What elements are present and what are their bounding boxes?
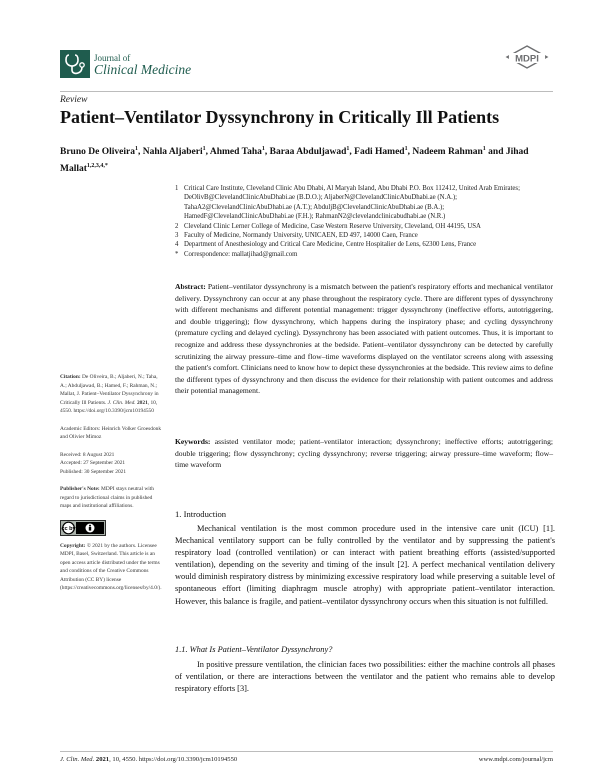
abstract <box>175 281 553 397</box>
citation-text: De Oliveira, B.; Aljaberi, N.; Taha, A.; Abduljawad, B.; Hamed, F.; Rahman, N.; Mallat, J. Patient–Ventilator Dyssynchrony in Critically Ill Patients. <box>60 374 159 406</box>
cc-by-badge[interactable] <box>60 520 106 536</box>
author-name: Baraa Abduljawad <box>269 147 347 158</box>
publisher-note-label: Publisher's Note: <box>60 486 100 492</box>
author-separator: , <box>407 147 413 158</box>
author-separator: , <box>205 147 210 158</box>
section-heading-introduction: 1. Introduction <box>175 509 227 519</box>
copyright-note <box>60 542 162 593</box>
author-name: and Jihad Mallat <box>60 147 529 175</box>
affiliation-number: 2 <box>175 222 179 230</box>
author-affiliation-marker: 1 <box>346 146 350 152</box>
side-notes <box>60 373 162 602</box>
footer-journal-url[interactable]: www.mdpi.com/journal/jcm <box>478 756 553 763</box>
article-title: Patient–Ventilator Dyssynchrony in Critically Ill Patients <box>60 107 500 127</box>
citation-journal: J. Clin. Med. <box>107 399 136 406</box>
citation-note <box>60 373 162 416</box>
mdpi-logo-text: MDPI <box>515 53 539 65</box>
article-type: Review <box>60 95 88 105</box>
editors-text: Heinrich Volker Groesdonk and Olivier Mimoz <box>60 425 162 440</box>
author-name: Fadi Hamed <box>354 147 405 158</box>
author-affiliation-marker: 1 <box>261 146 265 152</box>
affiliation-item <box>175 240 555 249</box>
affiliation-item <box>175 184 555 222</box>
copyright-text: © 2021 by the authors. Licensee MDPI, Basel, Switzerland. This article is an open access article distributed under the terms and conditions of the Creative Commons Attribution (CC BY) license (https://creativecommons.org/licenses/by/4.0/). <box>60 542 162 591</box>
publisher-note-text: MDPI stays neutral with regard to jurisdictional claims in published maps and institutional affiliations. <box>60 486 154 509</box>
subsection-heading: 1.1. What Is Patient–Ventilator Dyssynchrony? <box>175 645 333 654</box>
footer-journal: J. Clin. Med. <box>60 756 95 763</box>
author-separator: , <box>349 147 355 158</box>
affiliations <box>175 184 555 259</box>
introduction-paragraph-2: In positive pressure ventilation, the clinician faces two possibilities: either the machine controls all phases of ventilation, or there are interactions between the ventilator and the patient who remains able to develop respiratory efforts [3]. <box>175 660 555 694</box>
affiliation-text: Cleveland Clinic Lerner College of Medicine, Case Western Reserve University, Cleveland, OH 44195, USA <box>184 222 481 230</box>
abstract-label: Abstract: <box>175 282 206 291</box>
copyright-label: Copyright: <box>60 542 86 549</box>
editors-note <box>60 425 162 442</box>
introduction-paragraph-1: Mechanical ventilation is the most common procedure used in the intensive care unit (ICU) [1]. Mechanical ventilatory support can be fully controlled by the ventilator and by suppressing the patient's respiratory load (controlled ventilation) or can interact with patient breathing efforts (assisted/supported ventilation), depending on the severity and timing of the insult [2]. A perfect mechanical ventilation delivery would diminish respiratory distress by minimizing excessive respiratory load while preserving a suitable level of spontaneous effort (limiting diaphragm muscle atrophy) with appropriate patient–ventilator interaction. However, this balance is fragile, and patient–ventilator dyssynchrony occurs when this situation is not fulfilled. <box>175 524 555 606</box>
author-affiliation-marker: 1 <box>202 146 206 152</box>
author-affiliation-marker: 1 <box>134 146 138 152</box>
affiliation-item <box>175 231 555 240</box>
author-name: Nahla Aljaberi <box>142 147 203 158</box>
editors-label: Academic Editors: <box>60 425 101 432</box>
publisher-note <box>60 485 162 511</box>
affiliation-text: Department of Anesthesiology and Critical Care Medicine, Centre Hospitalier de Lens, 62300 Lens, France <box>184 241 477 249</box>
author-list <box>60 142 553 176</box>
keywords <box>175 436 553 471</box>
affiliation-item <box>175 222 555 231</box>
journal-name-line1: Journal of <box>94 53 131 63</box>
affiliation-text: Critical Care Institute, Cleveland Clinic Abu Dhabi, Al Maryah Island, Abu Dhabi P.O. Box 112412, United Arab Emirates; DeOlivB@ClevelandClinicAbuDhabi.ae (B.D.O.); AljaberN@ClevelandClinicAbuDhabi.ae (N.A.); TahaA2@ClevelandClinicAbuDhabi.ae (A.T.); AbduljB@ClevelandClinicAbuDhabi.ae (B.A.); HamedF@ClevelandClinicAbuDhabi.ae (F.H.); RahmanN2@clevelandclinicabudhabi.ae (N.R.) <box>184 185 520 221</box>
author-separator: , <box>264 147 270 158</box>
author-separator: , <box>137 147 143 158</box>
footer-citation <box>60 756 237 763</box>
affiliation-item <box>175 250 555 259</box>
footer-divider <box>60 751 553 752</box>
author-name: Ahmed Taha <box>209 147 262 158</box>
author-affiliation-marker: 1 <box>482 146 486 152</box>
keywords-label: Keywords: <box>175 437 211 446</box>
published-date: Published: 30 September 2021 <box>60 468 127 475</box>
journal-logo <box>60 50 90 78</box>
citation-rest[interactable]: , 10, 4550. https://doi.org/10.3390/jcm10194550 <box>60 399 158 414</box>
affiliation-text: Correspondence: mallatjihad@gmail.com <box>184 250 298 258</box>
accepted-date: Accepted: 27 September 2021 <box>60 460 126 466</box>
keywords-text: assisted ventilator mode; patient–ventilator interaction; dyssynchrony; ineffective efforts; autotriggering; double triggering; flow dyssynchrony; cycling dyssynchrony; reverse triggering; airway pressure–time waveform; flow–time waveform <box>175 437 553 470</box>
affiliation-text: Faculty of Medicine, Normandy University, UNICAEN, ED 497, 14000 Caen, France <box>184 232 418 240</box>
received-date: Received: 8 August 2021 <box>60 451 115 458</box>
abstract-text: Patient–ventilator dyssynchrony is a mismatch between the patient's respiratory efforts and mechanical ventilator delivery. Dyssynchrony can occur at any phase throughout the respiratory cycle. There are different types of dyssynchrony with different mechanisms and different potential management: trigger dyssynchrony (ineffective efforts, autotriggering, and double triggering); flow dyssynchrony, which happens during the inspiratory phase; and cycling dyssynchrony (premature cycling and delayed cycling). Dyssynchrony has been associated with patient outcomes. Thus, it is important to recognize and address these dyssynchronies at the bedside. Patient–ventilator dyssynchrony can be detected by carefully scrutinizing the airway pressure–time and flow–time waveforms displayed on the ventilator screens along with assessing the patient's comfort. Clinicians need to know how to depict these dyssynchronies at the bedside. This review aims to define the different types of dyssynchrony and then discuss the evidence for their relationship with patient outcomes and address their potential management. <box>175 282 553 396</box>
journal-name <box>94 52 191 76</box>
header-divider <box>60 91 553 92</box>
citation-year: 2021 <box>136 399 148 406</box>
citation-label: Citation: <box>60 374 81 380</box>
footer-doi[interactable]: , 10, 4550. https://doi.org/10.3390/jcm10194550 <box>109 756 238 763</box>
affiliation-number: * <box>175 250 179 258</box>
journal-name-line2: Clinical Medicine <box>94 62 192 77</box>
cc-badge-text: cc by <box>61 525 76 532</box>
author-name: Bruno De Oliveira <box>60 147 135 158</box>
mdpi-logo <box>503 44 551 74</box>
author-name: Nadeem Rahman <box>412 147 483 158</box>
dates-note <box>60 451 162 477</box>
author-affiliation-marker: 1,2,3,4,* <box>86 163 108 170</box>
affiliation-number: 3 <box>175 232 179 240</box>
affiliation-number: 1 <box>175 185 179 192</box>
footer-year: 2021 <box>95 756 110 763</box>
author-affiliation-marker: 1 <box>404 146 408 152</box>
affiliation-number: 4 <box>175 241 179 249</box>
